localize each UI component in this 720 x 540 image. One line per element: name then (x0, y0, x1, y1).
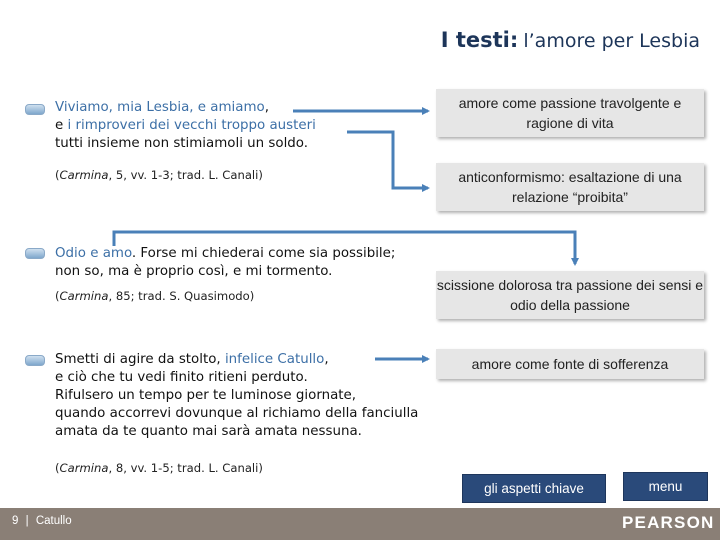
arrow-to-box-2 (347, 132, 428, 188)
poem-fragment: , (264, 100, 269, 115)
concept-box-3: scissione dolorosa tra passione dei sensi e odio della passione (436, 271, 704, 319)
poem-highlight: Viviamo, mia Lesbia, e amiamo (55, 100, 265, 115)
poem-fragment: tutti insieme non stimiamoli un soldo. (55, 136, 309, 151)
poem-fragment: Rifulsero un tempo per te luminose giornate, (55, 388, 357, 403)
citation-work: Carmina (59, 168, 109, 182)
pearson-logo: PEARSON (622, 513, 715, 532)
poem-3-citation: (Carmina, 8, vv. 1-5; trad. L. Canali) (55, 461, 263, 475)
concept-box-1: amore come passione travolgente e ragione di vita (436, 89, 704, 137)
poem-2-citation: (Carmina, 85; trad. S. Quasimodo) (55, 289, 255, 303)
poem-1-citation: (Carmina, 5, vv. 1-3; trad. L. Canali) (55, 168, 263, 182)
citation-details: , 5, vv. 1-3; trad. L. Canali) (108, 168, 263, 182)
poem-highlight: i rimproveri dei vecchi troppo austeri (67, 118, 316, 133)
key-aspects-button[interactable]: gli aspetti chiave (462, 474, 606, 503)
poem-fragment: non so, ma è proprio così, e mi tormento. (55, 264, 333, 279)
poem-fragment: amata da te quanto mai sarà amata nessuna. (55, 424, 362, 439)
poem-fragment: , (324, 352, 329, 367)
footer-separator: | (25, 515, 29, 527)
citation-details: , 85; trad. S. Quasimodo) (108, 289, 255, 303)
slide-title-lead: I testi: (440, 28, 519, 52)
concept-box-2: anticonformismo: esaltazione di una relazione “proibita” (436, 163, 704, 211)
poem-fragment: . Forse mi chiederai come sia possibile; (131, 246, 396, 261)
citation-work: Carmina (59, 289, 109, 303)
slide-title-rest: l’amore per Lesbia (523, 30, 700, 52)
section-name: Catullo (35, 515, 72, 527)
concept-box-4: amore come fonte di sofferenza (436, 349, 704, 379)
menu-button[interactable]: menu (623, 472, 708, 501)
citation-details: , 8, vv. 1-5; trad. L. Canali) (108, 461, 263, 475)
page-number: 9 (12, 515, 19, 527)
poem-fragment: e (55, 118, 68, 133)
citation-work: Carmina (59, 461, 109, 475)
footer-bar (0, 508, 720, 540)
poem-fragment: e ciò che tu vedi finito ritieni perduto. (55, 370, 308, 385)
arrow-to-box-3 (114, 232, 575, 264)
poem-highlight: Odio e amo (55, 246, 132, 261)
poem-highlight: infelice Catullo (224, 352, 325, 367)
poem-fragment: quando accorrevi dovunque al richiamo della fanciulla (55, 406, 419, 421)
footer-page-info (12, 515, 72, 527)
poem-fragment: Smetti di agire da stolto, (55, 352, 225, 367)
